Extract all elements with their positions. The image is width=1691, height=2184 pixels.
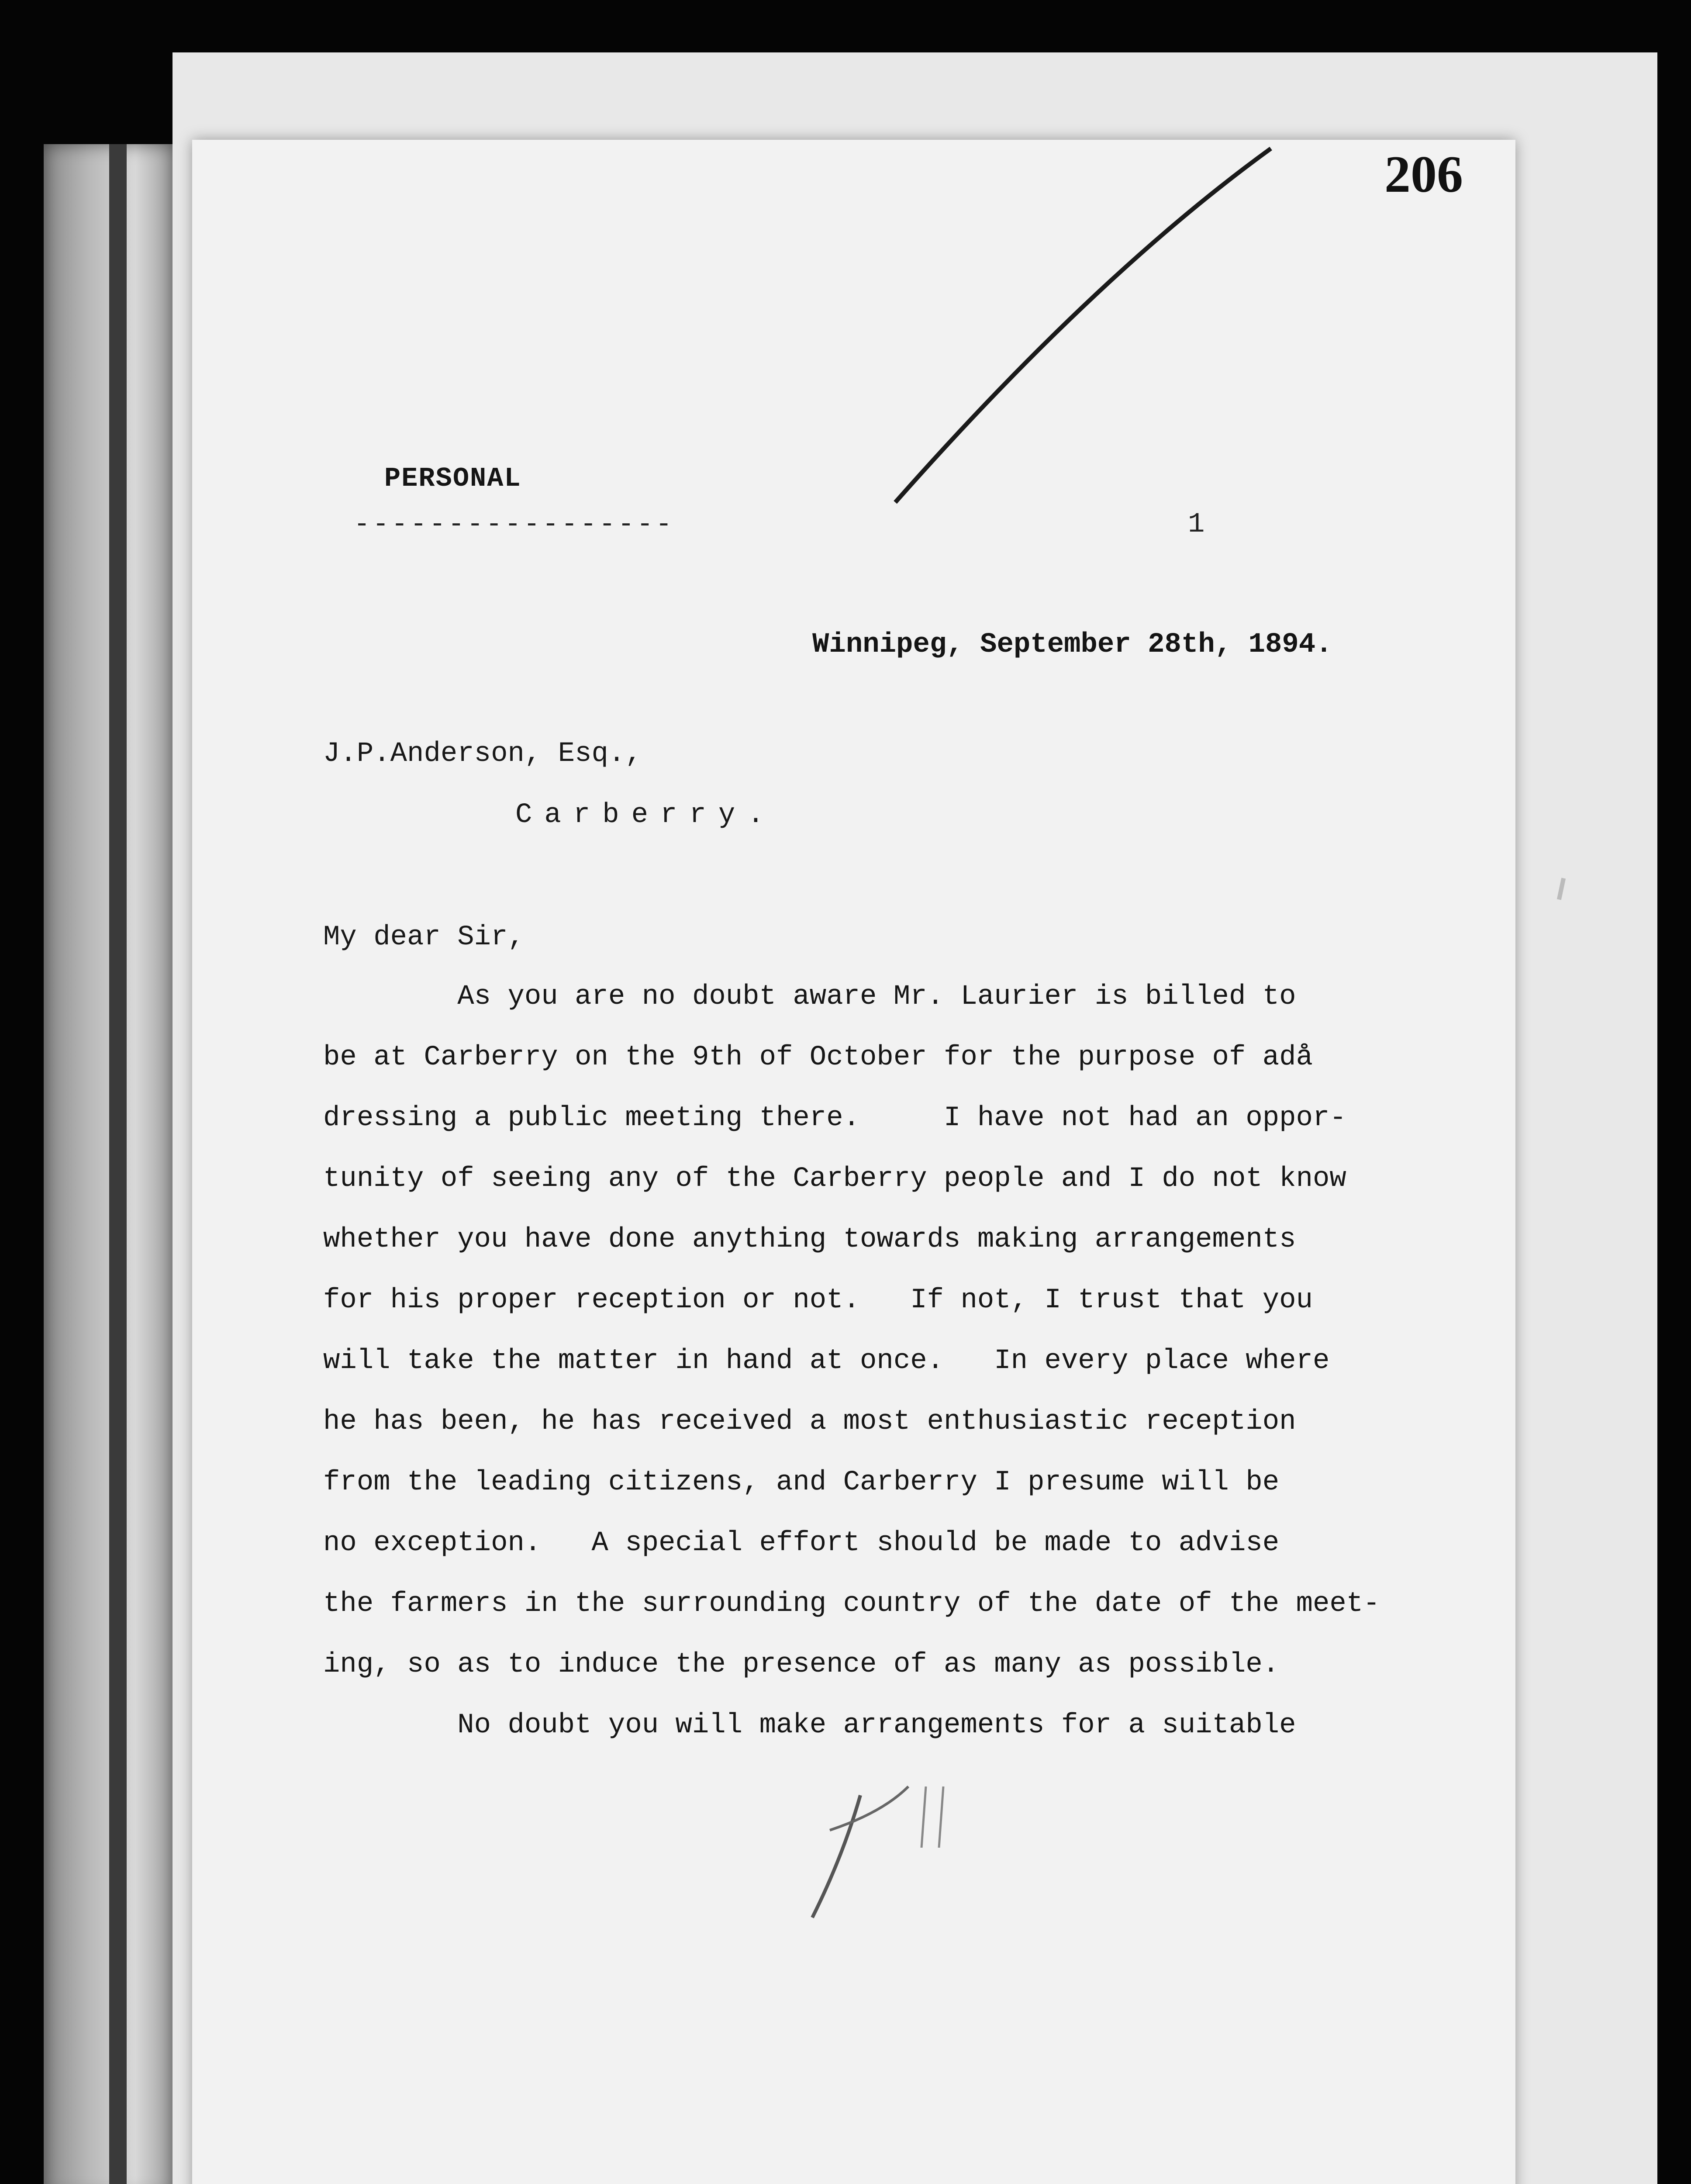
body-line: whether you have done anything towards making arrangements: [323, 1224, 1296, 1255]
film-left-edge: [109, 144, 127, 2184]
salutation: My dear Sir,: [323, 922, 525, 953]
body-line: will take the matter in hand at once. In every place where: [323, 1345, 1330, 1377]
body-line: dressing a public meeting there. I have not had an oppor-: [323, 1102, 1346, 1134]
personal-heading: PERSONAL: [384, 463, 521, 494]
addressee: J.P.Anderson, Esq.,: [323, 738, 642, 770]
personal-underline: -----------------: [354, 509, 675, 540]
body-line: he has been, he has received a most enthusiastic reception: [323, 1406, 1296, 1438]
body-line: for his proper reception or not. If not, I trust that you: [323, 1285, 1313, 1316]
body-line: no exception. A special effort should be made to advise: [323, 1527, 1280, 1559]
body-line: As you are no doubt aware Mr. Laurier is billed to: [323, 981, 1296, 1013]
body-line: tunity of seeing any of the Carberry people and I do not know: [323, 1163, 1346, 1195]
body-line: No doubt you will make arrangements for a suitable: [323, 1710, 1296, 1741]
handwritten-initials: [795, 1760, 1022, 1926]
addressee-city: Carberry.: [515, 799, 776, 831]
dateline: Winnipeg, September 28th, 1894.: [812, 629, 1332, 660]
body-line: be at Carberry on the 9th of October for the purpose of adå: [323, 1042, 1313, 1073]
body-line: ing, so as to induce the presence of as many as possible.: [323, 1649, 1280, 1680]
body-line: the farmers in the surrounding country of the date of the meet-: [323, 1588, 1380, 1620]
body-line: from the leading citizens, and Carberry I presume will be: [323, 1467, 1280, 1498]
pencil-stroke: [878, 144, 1315, 511]
sheet-number: 1: [1188, 509, 1205, 540]
archive-page-number: 206: [1384, 145, 1463, 203]
